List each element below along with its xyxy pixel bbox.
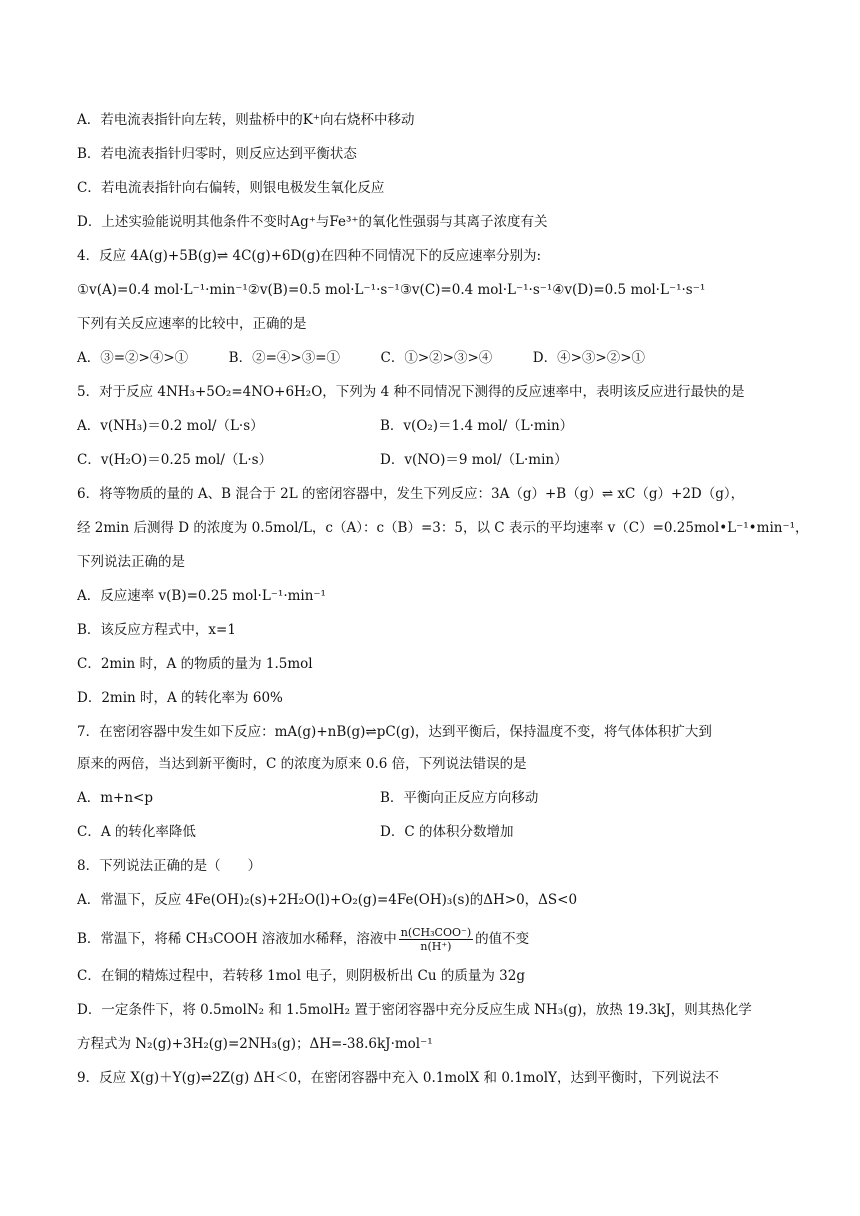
fraction-numerator: n(CH₃COO⁻) xyxy=(400,926,472,939)
q7-option-a: A．m+n<p xyxy=(77,790,154,806)
q6-option-a: A．反应速率 v(B)=0.25 mol·L⁻¹·min⁻¹ xyxy=(77,588,326,604)
q8-option-a: A．常温下，反应 4Fe(OH)₂(s)+2H₂O(l)+O₂(g)=4Fe(OH)₃(s)的ΔH>0，ΔS<0 xyxy=(77,892,578,908)
q4-rates: ①v(A)=0.4 mol·L⁻¹·min⁻¹②v(B)=0.5 mol·L⁻¹·s⁻¹③v(C)=0.4 mol·L⁻¹·s⁻¹④v(D)=0.5 mol·L⁻¹·s⁻¹ xyxy=(77,282,706,298)
q6-option-b: B．该反应方程式中，x=1 xyxy=(77,622,236,638)
q8-option-b xyxy=(77,926,529,953)
q9-stem: 9．反应 X(g)＋Y(g)⇌2Z(g) ΔH＜0，在密闭容器中充入 0.1molX 和 0.1molY，达到平衡时，下列说法不 xyxy=(77,1070,719,1086)
ratio-fraction xyxy=(399,926,473,953)
q5-option-c: C．v(H₂O)＝0.25 mol/（L·s） xyxy=(77,452,273,468)
q3-option-b: B．若电流表指针归零时，则反应达到平衡状态 xyxy=(77,146,357,162)
q6-option-c: C．2min 时，A 的物质的量为 1.5mol xyxy=(77,656,313,672)
q7-option-c: C．A 的转化率降低 xyxy=(77,824,196,840)
q7-option-b: B．平衡向正反应方向移动 xyxy=(380,790,539,806)
q8-option-b-prefix: B．常温下，将稀 CH₃COOH 溶液加水稀释，溶液中 xyxy=(77,931,397,947)
q5-option-d: D．v(NO)＝9 mol/（L·min） xyxy=(380,452,568,468)
q8-option-d-line2: 方程式为 N₂(g)+3H₂(g)=2NH₃(g)；ΔH=-38.6kJ·mol⁻¹ xyxy=(77,1036,433,1052)
q8-stem: 8．下列说法正确的是（ ） xyxy=(77,858,262,874)
q6-stem-line2: 经 2min 后测得 D 的浓度为 0.5mol/L，c（A）：c（B）=3：5，以 C 表示的平均速率 v（C）=0.25mol•L⁻¹•min⁻¹， xyxy=(77,520,809,536)
q4-stem: 4．反应 4A(g)+5B(g)⇌ 4C(g)+6D(g)在四种不同情况下的反应速率分别为: xyxy=(77,248,542,264)
q3-option-c: C．若电流表指针向右偏转，则银电极发生氧化反应 xyxy=(77,180,385,196)
q7-option-d: D．C 的体积分数增加 xyxy=(380,824,514,840)
q6-stem-line1: 6．将等物质的量的 A、B 混合于 2L 的密闭容器中，发生下列反应：3A（g）+B（g）⇌ xC（g）+2D（g）， xyxy=(77,486,745,502)
q8-option-b-suffix: 的值不变 xyxy=(475,931,530,947)
q4-options: A．③=②>④>① B．②=④>③=① C．①>②>③>④ D．④>③>②>① xyxy=(77,350,646,366)
q4-question: 下列有关反应速率的比较中，正确的是 xyxy=(77,316,307,332)
q8-option-d-line1: D．一定条件下，将 0.5molN₂ 和 1.5molH₂ 置于密闭容器中充分反应生成 NH₃(g)，放热 19.3kJ，则其热化学 xyxy=(77,1002,752,1018)
q5-option-b: B．v(O₂)＝1.4 mol/（L·min） xyxy=(380,418,574,434)
q6-option-d: D．2min 时，A 的转化率为 60% xyxy=(77,690,283,706)
q7-stem-line1: 7．在密闭容器中发生如下反应：mA(g)+nB(g)⇌pC(g)，达到平衡后，保持温度不变，将气体体积扩大到 xyxy=(77,724,712,740)
q6-stem-line3: 下列说法正确的是 xyxy=(77,554,185,570)
q7-stem-line2: 原来的两倍，当达到新平衡时，C 的浓度为原来 0.6 倍，下列说法错误的是 xyxy=(77,756,527,772)
q8-option-c: C．在铜的精炼过程中，若转移 1mol 电子，则阴极析出 Cu 的质量为 32g xyxy=(77,968,525,984)
q3-option-d: D．上述实验能说明其他条件不变时Ag⁺与Fe³⁺的氧化性强弱与其离子浓度有关 xyxy=(77,214,548,230)
fraction-denominator: n(H⁺) xyxy=(420,940,452,953)
q5-option-a: A．v(NH₃)＝0.2 mol/（L·s） xyxy=(77,418,264,434)
q3-option-a: A．若电流表指针向左转，则盐桥中的K⁺向右烧杯中移动 xyxy=(77,112,415,128)
q5-stem: 5．对于反应 4NH₃+5O₂=4NO+6H₂O，下列为 4 种不同情况下测得的反应速率中，表明该反应进行最快的是 xyxy=(77,384,745,400)
